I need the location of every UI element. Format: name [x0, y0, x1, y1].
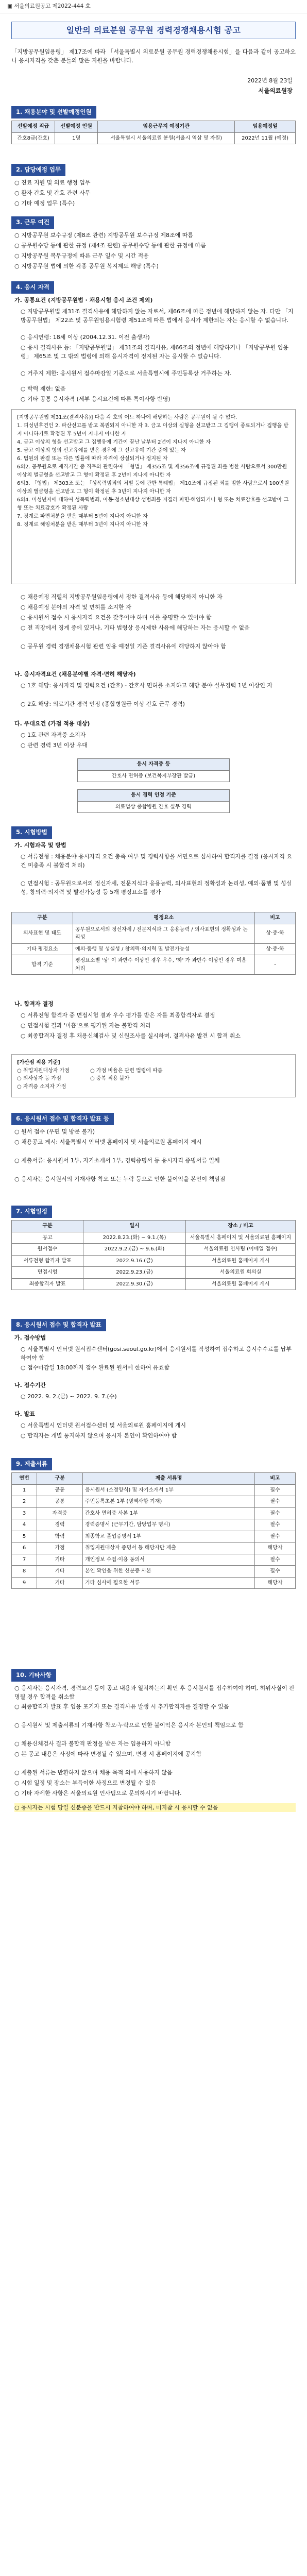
section-9-title: 9. 제출서류	[11, 1458, 52, 1470]
list-item: ○ 학력 제한: 없음	[21, 385, 66, 392]
table-row	[12, 1244, 296, 1256]
table-cell: 6	[12, 1543, 37, 1554]
table-cell: 상·중·하	[255, 943, 296, 955]
law-line: 6의3. 「형법」 제303조 또는 「성폭력범죄의 처벌 등에 관한 특례법」 제10조에 규정된 죄를 범한 사람으로서 100만원 이상의 벌금형을 선고받고 그 형이 확정된 후 3년이 지나지 아니한 자	[17, 481, 289, 495]
table-cell: 2022.8.23.(화) ~ 9.1.(목)	[83, 1232, 186, 1244]
list-item: ○ 기타 공통 응시자격 (세부 응시요건에 따른 특이사항 반영)	[21, 396, 170, 402]
table-cell: 2022.9.16.(금)	[83, 1255, 186, 1267]
list-item: ○ 공무원 경력 경쟁채용시험 관련 임용 예정일 기준 결격사유에 해당하지 않아야 함	[21, 643, 226, 650]
table-header: 구분	[12, 1221, 83, 1232]
section-5-title: 5. 시험방법	[11, 826, 52, 839]
table-row	[12, 943, 296, 955]
table-cell: 최종합격자 발표	[12, 1278, 83, 1290]
law-line: [지방공무원법 제31조(결격사유)] 다음 각 호의 어느 하나에 해당하는 사람은 공무원이 될 수 없다.	[17, 415, 237, 420]
table-cell: 개인정보 수집·이용 동의서	[83, 1554, 255, 1566]
breadcrumb-text: ▣ 서울의료원공고 제2022-444 호	[7, 3, 91, 10]
table-cell: 예의·품행 및 성실성 / 창의력·의지력 및 발전가능성	[73, 943, 255, 955]
list-item: ○ 지방공무원 복무규정에 따른 근무 일수 및 시간 적용	[14, 252, 149, 259]
section-6-title: 6. 응시원서 접수 및 합격자 발표 등	[11, 1113, 114, 1125]
announcing-organization: 서울의료원장	[258, 87, 293, 94]
list-item: ○ 본 공고 내용은 사정에 따라 변경될 수 있으며, 변경 시 홈페이지에 공지함	[14, 1751, 202, 1757]
list-item: ○ 자격증 소지자 가점	[17, 1083, 66, 1090]
table-cell: 가점	[37, 1543, 83, 1554]
documents-table	[11, 1472, 296, 1589]
list-item: ○ 중복 적용 불가	[90, 1076, 130, 1081]
table-cell: 간호사 면허증 (보건복지부장관 발급)	[78, 770, 230, 782]
list-item: ○ 채용예정 분야의 자격 및 면허를 소지한 자	[21, 604, 131, 611]
table-cell: 2	[12, 1496, 37, 1508]
table-cell: 면접시험	[12, 1267, 83, 1279]
table-row	[12, 955, 296, 975]
table-cell: 7	[12, 1554, 37, 1566]
list-item: ○ 기타 자세한 사항은 서울의료원 인사팀으로 문의하시기 바랍니다.	[14, 1790, 182, 1797]
list-item: ○ 2호 해당: 의료기관 경력 인정 (종합병원급 이상 간호 근무 경력)	[21, 701, 185, 707]
table-row	[12, 1232, 296, 1244]
schedule-table	[11, 1220, 296, 1290]
table-cell: 해당자	[255, 1577, 296, 1589]
announcement-title: 일반의 의료분원 공무원 경력경쟁채용시험 공고	[66, 25, 241, 35]
table-cell: 기타	[37, 1554, 83, 1566]
table-cell: 2022.9.2.(금) ~ 9.6.(화)	[83, 1244, 186, 1256]
list-item: ○ 관련 경력 3년 이상 우대	[21, 742, 88, 749]
table-cell: 공통	[37, 1484, 83, 1496]
list-item: ○ 응시연령: 18세 이상 (2004.12.31. 이전 출생자)	[21, 334, 150, 341]
table-cell: 필수	[255, 1507, 296, 1519]
table-row	[12, 924, 296, 943]
table-row	[12, 1519, 296, 1531]
table-row	[12, 1543, 296, 1554]
list-item: ○ 접수마감일 18:00까지 접수 완료된 원서에 한하여 유효함	[21, 1364, 169, 1371]
table-cell: 최종학교 졸업증명서 1부	[83, 1531, 255, 1543]
table-header: 제출 서류명	[83, 1473, 255, 1485]
table-header: 임용예정일	[235, 121, 296, 133]
table-cell: 경력증명서 (근무기간, 담당업무 명시)	[83, 1519, 255, 1531]
table-cell: 간호8급(간호)	[12, 132, 55, 144]
table-row	[78, 801, 230, 813]
list-item: ○ 전 직장에서 징계 중에 있거나, 기타 법령상 응시제한 사유에 해당하는 자는 응시할 수 없음	[21, 624, 250, 631]
section-10-title: 10. 기타사항	[11, 1669, 56, 1682]
table-cell: 서울특별시 홈페이지 및 서울의료원 홈페이지	[186, 1232, 296, 1244]
list-item: ○ 서류전형 : 채용분야 응시자격 요건 충족 여부 및 경력사항을 서면으로 심사하여 합격자를 결정 (응시자격 요건 미충족 시 불합격 처리)	[21, 853, 292, 869]
law-line: 6. 법원의 판결 또는 다른 법률에 따라 자격이 상실되거나 정지된 자	[17, 456, 168, 462]
table-cell: 경력	[37, 1519, 83, 1531]
list-item: ○ 응시자는 응시자격, 경력요건 등이 공고 내용과 일치하는지 확인 후 응시원서를 접수하여야 하며, 허위사실이 판명될 경우 합격을 취소함	[14, 1685, 295, 1701]
subsection-title: 가. 시험과목 및 방법	[14, 842, 66, 849]
table-cell: 8	[12, 1566, 37, 1578]
table-header: 구분	[37, 1473, 83, 1485]
table-row	[78, 770, 230, 782]
subsection-title: 나. 접수기간	[14, 1382, 46, 1388]
document-breadcrumb	[0, 0, 307, 13]
table-cell: 2022.9.23.(금)	[83, 1267, 186, 1279]
table-header: 구분	[12, 912, 73, 924]
table-row	[12, 1278, 296, 1290]
table-cell: 서울의료원 인사팀 (이메일 접수)	[186, 1244, 296, 1256]
list-item: ○ 합격자는 개별 통지하지 않으며 응시자 본인이 확인하여야 함	[21, 1432, 177, 1439]
table-header: 장소 / 비고	[186, 1221, 296, 1232]
section-2-title: 2. 담당예정 업무	[11, 164, 65, 176]
table-cell: 응시원서 (소정양식) 및 자기소개서 1부	[83, 1484, 255, 1496]
list-item: ○ 응시원서 및 제출서류의 기재사항 착오·누락으로 인한 불이익은 응시자 본인의 책임으로 함	[14, 1722, 244, 1728]
table-header: 임용근무지 예정기관	[98, 121, 235, 133]
table-header: 응시 경력 인정 기준	[78, 790, 230, 802]
highlighted-notice: ○ 응시자는 시험 당일 신분증을 반드시 지참하여야 하며, 미지참 시 응시할 수 없음	[14, 1803, 296, 1812]
table-row	[12, 1484, 296, 1496]
section-7-title: 7. 시험일정	[11, 1206, 52, 1218]
list-item: ○ 진료 지원 및 의료 행정 업무	[14, 179, 91, 186]
subsection-title: 가. 접수방법	[14, 1334, 46, 1341]
table-cell: 합격 기준	[12, 955, 73, 975]
table-row	[12, 1577, 296, 1589]
list-item: ○ 가점 비율은 관련 법령에 따름	[90, 1067, 163, 1074]
box-title: [가산점 적용 기준]	[17, 1060, 60, 1065]
table-cell: 서울의료원 회의실	[186, 1267, 296, 1279]
table-cell: 4	[12, 1519, 37, 1531]
table-cell: 기타 평정요소	[12, 943, 73, 955]
table-row	[12, 1507, 296, 1519]
list-item: ○ 제출서류: 응시원서 1부, 자기소개서 1부, 경력증명서 등 응시자격 증빙서류 일체	[14, 1157, 220, 1164]
table-row	[12, 1531, 296, 1543]
section-4-title: 4. 응시 자격	[11, 281, 54, 294]
table-header: 연번	[12, 1473, 37, 1485]
table-cell: 공무원으로서의 정신자세 / 전문지식과 그 응용능력 / 의사표현의 정확성과 논리성	[73, 924, 255, 943]
law-line: 6의2. 공무원으로 재직기간 중 직무와 관련하여 「형법」 제355조 및 제356조에 규정된 죄를 범한 사람으로서 300만원 이상의 벌금형을 선고받고 그 형이 확정된 후 2년이 지나지 아니한 자	[17, 464, 287, 478]
list-item: ○ 환자 간호 및 간호 관련 사무	[14, 190, 91, 196]
subsection-title: 나. 응시자격요건 (채용분야별 자격·면허 해당자)	[14, 671, 136, 677]
table-cell: 공통	[37, 1496, 83, 1508]
law-excerpt-box	[11, 409, 296, 584]
career-mini-table	[77, 789, 230, 813]
table-header: 응시 자격증 등	[78, 759, 230, 771]
list-item: ○ 서류전형 합격자 중 면접시험 결과 우수 평가를 받은 자를 최종합격자로 결정	[21, 1012, 215, 1019]
table-cell: 상·중·하	[255, 924, 296, 943]
table-cell: 필수	[255, 1496, 296, 1508]
list-item: ○ 지방공무원 보수규정 (제8조 관련) 지방공무원 보수규정 제8조에 따름	[14, 232, 194, 239]
list-item: ○ 1호 관련 자격증 소지자	[21, 732, 86, 738]
list-item: ○ 공무원수당 등에 관한 규정 (제4조 관련) 공무원수당 등에 관한 규정에 따름	[14, 242, 206, 249]
list-item: ○ 지방공무원법 제31조 결격사유에 해당하지 않는 자로서, 제66조에 따른 정년에 해당하지 않는 자. 다만 「지방공무원법」 제22조 및 공무원임용시험령 제51조에 따른 법에서 응시가 제한되는 자는 응시할 수 없습니다.	[21, 308, 294, 324]
subsection-title: 나. 합격자 결정	[14, 1001, 54, 1007]
table-cell: 5	[12, 1531, 37, 1543]
law-line: 5. 금고 이상의 형의 선고유예를 받은 경우에 그 선고유예 기간 중에 있는 자	[17, 448, 186, 453]
table-cell: 서울특별시 서울의료원 분원(서울시 역삼 및 자원)	[98, 132, 235, 144]
list-item: ○ 면접시험 결과 '미흡'으로 평가된 자는 불합격 처리	[21, 1022, 151, 1029]
table-header: 선발예정 인원	[55, 121, 98, 133]
list-item: ○ 지방공무원 법에 의한 각종 공무원 복지제도 해당 (특수)	[14, 263, 159, 269]
law-line: 4. 금고 이상의 형을 선고받고 그 집행유예 기간이 끝난 날부터 2년이 지나지 아니한 자	[17, 439, 211, 445]
list-item: ○ 2022. 9. 2.(금) ~ 2022. 9. 7.(수)	[21, 1393, 117, 1400]
table-cell: 필수	[255, 1484, 296, 1496]
list-item: ○ 최종합격자 결정 후 채용신체검사 및 신원조사를 실시하며, 결격사유 발견 시 합격 취소	[21, 1032, 241, 1039]
list-item: ○ 거주지 제한: 응시원서 접수마감일 기준으로 서울특별시에 주민등록상 거주하는 자.	[21, 370, 232, 377]
table-cell: 학력	[37, 1531, 83, 1543]
table-row	[12, 1566, 296, 1578]
law-line: 6의4. 미성년자에 대하여 성폭력범죄, 아동·청소년대상 성범죄를 저질러 파면·해임되거나 형 또는 치료감호를 선고받아 그 형 또는 치료감호가 확정된 사람	[17, 497, 289, 511]
table-cell: 2022년 11월 (예정)	[235, 132, 296, 144]
table-row	[12, 1255, 296, 1267]
intro-text: 「지방공무원임용령」 제17조에 따라 「서울특별시 의료분원 공무원 경력경쟁채용시험」을 다음과 같이 공고하오니 응시자격을 갖춘 분들의 많은 지원을 바랍니다.	[11, 48, 296, 64]
table-cell: 간호사 면허증 사본 1부	[83, 1507, 255, 1519]
table-header: 비고	[255, 912, 296, 924]
list-item: ○ 기타 예정 업무 (특수)	[14, 200, 75, 207]
table-header: 일시	[83, 1221, 186, 1232]
bonus-points-box	[11, 1054, 296, 1097]
table-header: 평정요소	[73, 912, 255, 924]
recruitment-table	[11, 121, 296, 144]
table-cell: 취업지원대상자 증명서 등 해당자만 제출	[83, 1543, 255, 1554]
list-item: ○ 채용공고 게시: 서울특별시 인터넷 홈페이지 및 서울의료원 홈페이지 게시	[14, 1139, 202, 1145]
list-item: ○ 응시원서 접수 시 응시자격 요건을 갖추어야 하며 이를 증명할 수 있어야 함	[21, 614, 212, 621]
table-cell: 기타	[37, 1566, 83, 1578]
table-cell: 의료법상 종합병원 간호 실무 경력	[78, 801, 230, 813]
section-8-title: 8. 응시원서 접수 및 합격자 발표	[11, 1319, 106, 1331]
list-item: ○ 채용신체검사 결과 불합격 판정을 받은 자는 임용하지 아니함	[14, 1740, 171, 1747]
list-item: ○ 제출된 서류는 반환하지 않으며 채용 목적 외에 사용하지 않음	[14, 1769, 173, 1776]
list-item: ○ 서울특별시 인터넷 원서접수센터 및 서울의료원 홈페이지에 게시	[21, 1422, 186, 1429]
table-header: 비고	[255, 1473, 296, 1485]
table-cell: 필수	[255, 1554, 296, 1566]
subsection-title: 다. 발표	[14, 1411, 35, 1417]
table-cell: 의사표현 및 태도	[12, 924, 73, 943]
list-item: ○ 시험 일정 및 장소는 부득이한 사정으로 변경될 수 있음	[14, 1780, 156, 1786]
table-cell: 본인 확인을 위한 신분증 사본	[83, 1566, 255, 1578]
list-item: ○ 응시자는 응시원서의 기재사항 착오 또는 누락 등으로 인한 불이익을 본인이 책임짐	[14, 1176, 226, 1182]
table-cell: 해당자	[255, 1543, 296, 1554]
table-cell: 평정요소별 '상' 이 과반수 이상인 경우 우수, '하' 가 과반수 이상인 경우 미흡 처리	[73, 955, 255, 975]
table-row	[12, 1267, 296, 1279]
table-cell: 원서접수	[12, 1244, 83, 1256]
table-row	[12, 132, 296, 144]
list-item: ○ 응시 결격사유 등: 「지방공무원법」 제31조의 결격사유, 제66조의 정년에 해당하거나 「지방공무원 임용령」 제65조 및 그 밖의 법령에 의해 응시자격이 정지된 자는 응시할 수 없습니다.	[21, 344, 289, 360]
list-item: ○ 1호 해당: 응시자격 및 경력요건 (간호) - 간호사 면허를 소지하고 해당 분야 실무경력 1년 이상인 자	[21, 682, 272, 689]
table-cell: 서류전형 합격자 발표	[12, 1255, 83, 1267]
announcement-date: 2022년 8월 23일	[247, 77, 293, 84]
announcement-title-box	[11, 22, 296, 39]
table-cell: 서울의료원 홈페이지 게시	[186, 1255, 296, 1267]
license-mini-table	[77, 758, 230, 782]
table-cell: 필수	[255, 1519, 296, 1531]
subsection-title: 가. 공통요건 (지방공무원법 · 채용시험 응시 조건 제외)	[14, 297, 153, 303]
table-cell: 9	[12, 1577, 37, 1589]
subsection-title: 다. 우대요건 (가점 적용 대상)	[14, 720, 90, 727]
list-item: ○ 의사상자 등 가점	[17, 1076, 61, 1081]
table-cell: 공고	[12, 1232, 83, 1244]
table-cell: 서울의료원 홈페이지 게시	[186, 1278, 296, 1290]
list-item: ○ 최종합격자 발표 후 임용 포기자 또는 결격사유 발생 시 추가합격자를 결정할 수 있음	[14, 1703, 229, 1710]
list-item: ○ 면접시험 : 공무원으로서의 정신자세, 전문지식과 응용능력, 의사표현의 정확성과 논리성, 예의·품행 및 성실성, 창의력·의지력 및 발전가능성 등 5개 평정요소를 평가	[21, 880, 292, 896]
table-cell: 기타 심사에 필요한 서류	[83, 1577, 255, 1589]
table-cell: -	[255, 955, 296, 975]
table-cell: 필수	[255, 1531, 296, 1543]
table-cell: 주민등록초본 1부 (병역사항 기재)	[83, 1496, 255, 1508]
list-item: ○ 원서 접수 (우편 및 방문 불가)	[14, 1128, 95, 1135]
section-3-title: 3. 근무 여건	[11, 216, 54, 229]
table-cell: 1명	[55, 132, 98, 144]
table-cell: 3	[12, 1507, 37, 1519]
table-cell: 자격증	[37, 1507, 83, 1519]
table-row	[12, 1554, 296, 1566]
table-cell: 기타	[37, 1577, 83, 1589]
law-line: 1. 피성년후견인 2. 파산선고를 받고 복권되지 아니한 자 3. 금고 이상의 실형을 선고받고 그 집행이 종료되거나 집행을 받지 아니하기로 확정된 후 5년이 지나지 아니한 자	[17, 423, 289, 437]
section-1-title: 1. 채용분야 및 선발예정인원	[11, 106, 96, 118]
list-item: ○ 취업지원대상자 가점	[17, 1067, 70, 1074]
table-cell: 필수	[255, 1566, 296, 1578]
table-cell: 2022.9.30.(금)	[83, 1278, 186, 1290]
list-item: ○ 채용예정 직렬의 지방공무원임용령에서 정한 결격사유 등에 해당하지 아니한 자	[21, 594, 223, 600]
table-cell: 1	[12, 1484, 37, 1496]
law-line: 7. 징계로 파면처분을 받은 때부터 5년이 지나지 아니한 자	[17, 514, 148, 519]
table-header: 선발예정 직급	[12, 121, 55, 133]
list-item: ○ 서울특별시 인터넷 원서접수센터(gosi.seoul.go.kr)에서 응시원서를 작성하여 접수하고 응시수수료를 납부하여야 함	[21, 1346, 292, 1362]
law-line: 8. 징계로 해임처분을 받은 때부터 3년이 지나지 아니한 자	[17, 522, 148, 528]
table-row	[12, 1496, 296, 1508]
interview-score-table	[11, 912, 296, 975]
